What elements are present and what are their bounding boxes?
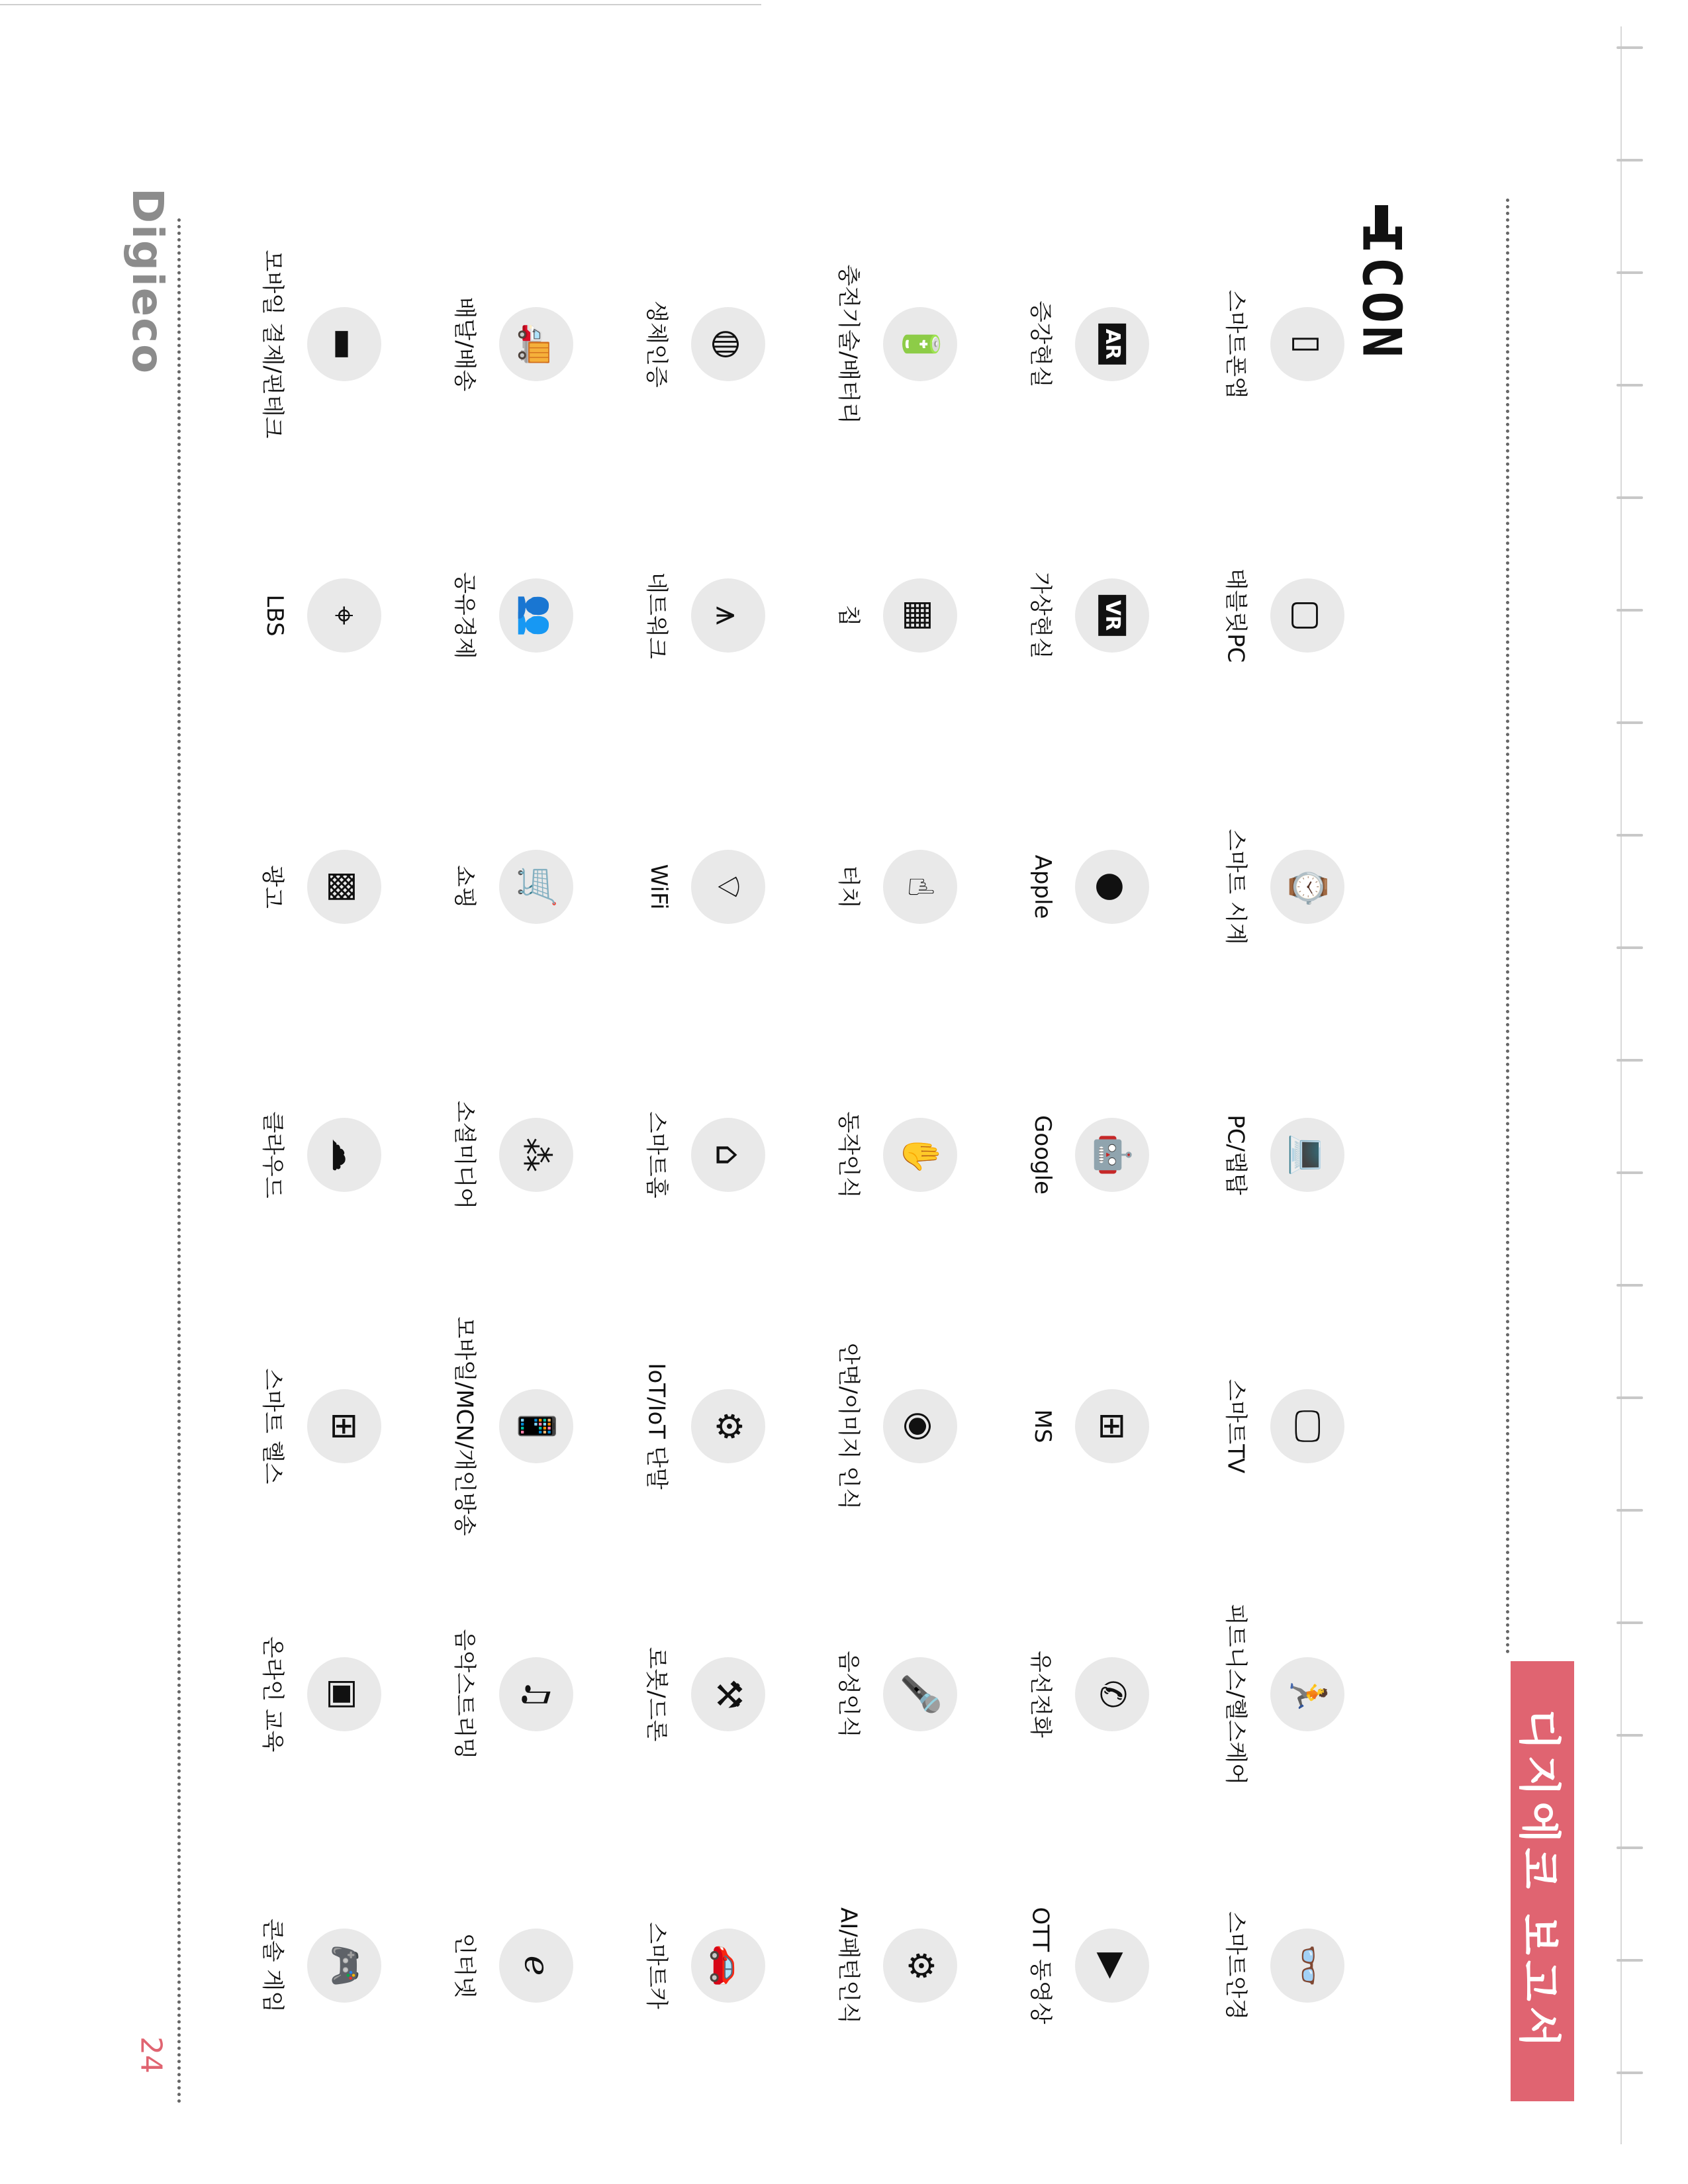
icon-label: 공유경제: [451, 572, 478, 659]
icon-label: WiFi: [645, 864, 672, 910]
icon-label: 충전기술/배터리: [835, 264, 862, 424]
icon-glyph: ▢: [1287, 599, 1327, 632]
icon-label: 안면/이미지 인식: [835, 1342, 862, 1510]
icon-glyph: 🤖: [1092, 1133, 1132, 1177]
ai-head-icon: [883, 1929, 957, 2003]
icon-label: LBS: [261, 594, 288, 637]
top-edge-line: [0, 4, 761, 5]
smartwatch-icon: [1270, 850, 1344, 924]
phone-icon: [1075, 1657, 1149, 1731]
icon-label: 모바일/MCN/개인방송: [451, 1316, 478, 1536]
icon-glyph: ♫: [516, 1678, 556, 1710]
icon-glyph: ▬: [324, 328, 364, 361]
icon-label: IoT/IoT 단말: [643, 1363, 670, 1490]
microphone-icon: [883, 1657, 957, 1731]
ott-video-icon: [1075, 1929, 1149, 2003]
icon-label: 스마트TV: [1222, 1379, 1249, 1474]
bottom-dotted-rule: [177, 218, 181, 2105]
hospital-icon: [307, 1389, 381, 1463]
icon-glyph: ⚙: [900, 1950, 940, 1981]
icon-label: 스마트 헬스: [259, 1368, 286, 1484]
sharing-icon: [499, 578, 573, 653]
icon-label: 로봇/드론: [643, 1647, 670, 1742]
icon-label: 증강현실: [1027, 300, 1054, 388]
icon-glyph: 🚚: [516, 322, 556, 366]
smartphone-icon: [1270, 307, 1344, 381]
icon-label: MS: [1029, 1409, 1056, 1443]
icon-glyph: ▩: [324, 870, 364, 903]
icon-label: 콘솔 게임: [259, 1918, 286, 2013]
icon-glyph: 🏃: [1288, 1672, 1327, 1716]
mobile-broadcast-icon: [499, 1389, 573, 1463]
location-pin-icon: [307, 578, 381, 653]
icon-glyph: 🖵: [1287, 1409, 1327, 1443]
icon-label: 인터넷: [451, 1933, 478, 1999]
binder-edge: [1620, 26, 1648, 2144]
icon-glyph: ●: [1092, 872, 1132, 902]
ar-icon: [1075, 307, 1149, 381]
robot-arm-icon: [691, 1657, 765, 1731]
icon-glyph: VR: [1098, 595, 1126, 636]
icon-glyph: ⌚: [1288, 865, 1327, 909]
icon-glyph: AR: [1098, 324, 1126, 365]
gesture-icon: [883, 1118, 957, 1192]
icon-label: 터치: [835, 865, 862, 909]
icon-glyph: ▯: [1288, 334, 1327, 354]
icon-label: 생체인증: [643, 300, 670, 388]
icon-label: 스마트안경: [1222, 1911, 1249, 2021]
icon-glyph: ✋: [900, 1133, 940, 1177]
icon-glyph: 💻: [1288, 1133, 1327, 1177]
vr-icon: [1075, 578, 1149, 653]
icon-glyph: ⚙: [708, 1410, 748, 1442]
wifi-icon: [691, 850, 765, 924]
icon-glyph: ◉: [900, 1411, 940, 1441]
icon-glyph: ✆: [1092, 1680, 1132, 1709]
icon-glyph: ⩚: [708, 606, 748, 625]
qr-code-icon: [307, 850, 381, 924]
icon-label: Apple: [1029, 854, 1056, 919]
icon-label: 온라인 교육: [259, 1636, 286, 1752]
icon-label: 쇼핑: [451, 865, 478, 909]
icon-label: 가상현실: [1027, 572, 1054, 659]
icon-label: 칩: [835, 604, 862, 627]
report-banner-text: 디지에코 보고서: [1514, 1709, 1563, 2053]
gamepad-icon: [307, 1929, 381, 2003]
icon-glyph: ▦: [900, 599, 940, 632]
icon-label: 클라우드: [259, 1111, 286, 1199]
music-icon: [499, 1657, 573, 1731]
icon-glyph: ⊞: [1092, 1412, 1132, 1441]
fingerprint-icon: [691, 307, 765, 381]
glasses-icon: [1270, 1929, 1344, 2003]
icon-glyph: ⊞: [324, 1412, 364, 1441]
delivery-icon: [499, 307, 573, 381]
icon-glyph: ▶: [1092, 1952, 1132, 1979]
cloud-icon: [307, 1118, 381, 1192]
icon-label: 스마트폰앱: [1222, 289, 1249, 399]
icon-glyph: ℯ: [516, 1955, 556, 1976]
icon-label: OTT 동영상: [1027, 1907, 1054, 2025]
icon-label: 소셜미디어: [451, 1100, 478, 1210]
icon-glyph: 🔋: [900, 322, 940, 366]
icon-glyph: ◍: [708, 329, 748, 359]
tablet-icon: [1270, 578, 1344, 653]
icon-glyph: ▣: [324, 1678, 364, 1711]
eye-icon: [883, 1389, 957, 1463]
icon-label: 스마트홈: [643, 1111, 670, 1199]
icon-glyph: ☁: [324, 1138, 364, 1172]
car-icon: [691, 1929, 765, 2003]
tv-icon: [1270, 1389, 1344, 1463]
icon-label: AI/패턴인식: [835, 1907, 862, 2025]
top-dotted-rule: [1506, 199, 1509, 1655]
card-icon: [307, 307, 381, 381]
icon-label: 태블릿PC: [1222, 568, 1249, 663]
online-education-icon: [307, 1657, 381, 1731]
icon-glyph: ⚒: [708, 1678, 748, 1710]
windows-icon: [1075, 1389, 1149, 1463]
apple-icon: [1075, 850, 1149, 924]
icon-glyph: 🚗: [708, 1944, 748, 1987]
battery-icon: [883, 307, 957, 381]
icon-glyph: ⁂: [516, 1138, 556, 1172]
icon-label: PC/랩탑: [1222, 1115, 1249, 1195]
smart-home-icon: [691, 1118, 765, 1192]
internet-explorer-icon: [499, 1929, 573, 2003]
icon-glyph: ☝: [900, 876, 940, 897]
gears-icon: [691, 1389, 765, 1463]
icon-glyph: ⌔: [708, 870, 748, 903]
laptop-icon: [1270, 1118, 1344, 1192]
icon-glyph: ⌂: [708, 1144, 748, 1166]
social-network-icon: [499, 1118, 573, 1192]
icon-label: 유선전화: [1027, 1651, 1054, 1738]
icon-label: 동작인식: [835, 1111, 862, 1199]
icon-label: 광고: [259, 865, 286, 909]
android-icon: [1075, 1118, 1149, 1192]
icon-label: 배달/배송: [451, 296, 478, 392]
digieco-logo: Digieco: [122, 187, 171, 375]
icon-glyph: 🎮: [324, 1944, 364, 1987]
icon-glyph: 📱: [516, 1404, 556, 1448]
icon-glyph: 🛒: [516, 865, 556, 909]
running-icon: [1270, 1657, 1344, 1731]
icon-glyph: 👓: [1288, 1944, 1327, 1987]
icon-label: 모바일 결제/핀테크: [259, 250, 286, 439]
icon-label: 피트니스/헬스케어: [1222, 1603, 1249, 1786]
icon-glyph: 🎤: [900, 1672, 940, 1716]
icon-label: Google: [1029, 1115, 1056, 1195]
icon-glyph: 👥: [516, 594, 556, 637]
icon-label: 음성인식: [835, 1651, 862, 1738]
chip-icon: [883, 578, 957, 653]
antenna-icon: [691, 578, 765, 653]
touch-icon: [883, 850, 957, 924]
shopping-cart-icon: [499, 850, 573, 924]
icon-glyph: ⌖: [324, 606, 364, 625]
page-number: 24: [134, 2036, 168, 2073]
icon-label: 스마트카: [643, 1922, 670, 2009]
icon-label: 네트워크: [643, 572, 670, 659]
icon-label: 음악스트리밍: [451, 1629, 478, 1760]
page-title: ICON: [1350, 222, 1413, 361]
icon-label: 스마트 시계: [1222, 829, 1249, 945]
